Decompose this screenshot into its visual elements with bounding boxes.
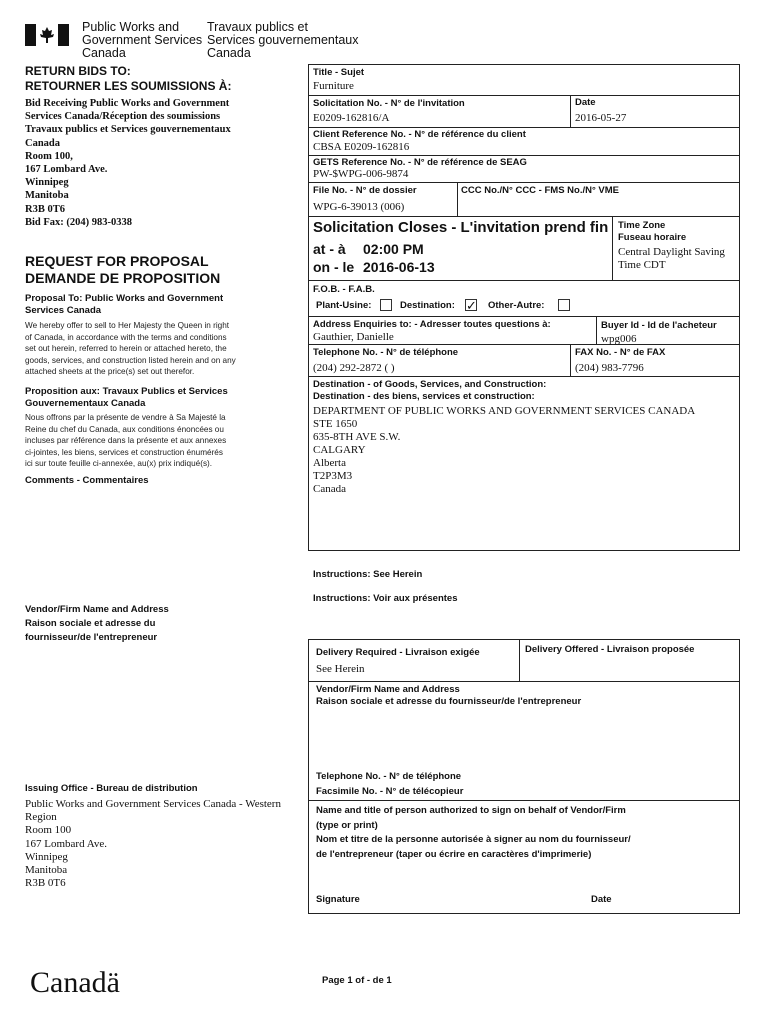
canada-wordmark: Canadä	[30, 966, 120, 999]
solicitation-no-value: E0209-162816/A	[313, 112, 390, 124]
closing-date: 2016-06-13	[363, 259, 435, 275]
destination-goods-label: Destination - of Goods, Services, and Construction: Destination - des biens, services et construction:	[313, 379, 547, 402]
plant-usine-label: Plant-Usine:	[316, 300, 372, 311]
other-autre-label: Other-Autre:	[488, 300, 545, 311]
page-number: Page 1 of - de 1	[322, 975, 392, 986]
address-enquiries-value: Gauthier, Danielle	[313, 331, 394, 343]
solicitation-closes-title: Solicitation Closes - L'invitation prend fin	[313, 219, 609, 236]
file-no-value: WPG-6-39013 (006)	[313, 201, 405, 213]
destination-label: Destination:	[400, 300, 455, 311]
instructions-fr: Instructions: Voir aux présentes	[313, 593, 458, 604]
date-value: 2016-05-27	[575, 112, 627, 124]
closing-on-label: on - le	[313, 259, 355, 275]
vendor-facsimile-label: Facsimile No. - N° de télécopieur	[316, 786, 464, 797]
signature-label: Signature	[316, 894, 360, 905]
other-autre-checkbox[interactable]	[558, 299, 570, 311]
instructions-en: Instructions: See Herein	[313, 569, 423, 580]
fax-value: (204) 983-7796	[575, 362, 644, 374]
delivery-required-value: See Herein	[316, 663, 365, 675]
issuing-office-address: Public Works and Government Services Canada - Western Region Room 100 167 Lombard Ave. Winnipeg Manitoba R3B 0T6	[25, 798, 281, 890]
time-zone-value: Central Daylight Saving Time CDT	[618, 246, 725, 271]
ccc-no-label: CCC No./N° CCC - FMS No./N° VME	[461, 185, 620, 196]
comments-label: Comments - Commentaires	[25, 475, 149, 486]
telephone-label: Telephone No. - N° de téléphone	[313, 347, 459, 358]
gov-name-en: Public Works and Government Services Canada	[82, 20, 203, 60]
gets-ref-value: PW-$WPG-006-9874	[313, 168, 409, 180]
title-value: Furniture	[313, 80, 354, 92]
destination-checkbox[interactable]	[465, 299, 477, 311]
return-bids-address: Bid Receiving Public Works and Government Services Canada/Réception des soumissions Travaux publics et Services gouvernementaux Canada Room 100, 167 Lombard Ave. Winnipeg Manitoba R3B 0T6 Bid Fax: (204) 983-0338	[25, 98, 231, 228]
closing-at-label: at - à	[313, 241, 346, 257]
closing-time: 02:00 PM	[363, 241, 424, 257]
signature-date-label: Date	[591, 894, 612, 905]
client-ref-value: CBSA E0209-162816	[313, 141, 410, 153]
gets-ref-label: GETS Reference No. - N° de référence de SEAG	[313, 157, 527, 168]
delivery-offered-label: Delivery Offered - Livraison proposée	[525, 644, 695, 655]
offer-text-en: We hereby offer to sell to Her Majesty the Queen in right of Canada, in accordance with the terms and conditions set out herein, referred to herein or attached hereto, the goods, services, and construction listed herein and on any attached sheets at the price(s) set out therefor.	[25, 321, 236, 377]
plant-usine-checkbox[interactable]	[380, 299, 392, 311]
title-label: Title - Sujet	[313, 67, 365, 78]
buyer-id-label: Buyer Id - Id de l'acheteur	[601, 320, 717, 331]
destination-goods-value: DEPARTMENT OF PUBLIC WORKS AND GOVERNMENT SERVICES CANADA STE 1650 635-8TH AVE S.W. CALGARY Alberta T2P3M3 Canada	[313, 405, 696, 495]
fax-label: FAX No. - N° de FAX	[575, 347, 666, 358]
rfp-title: REQUEST FOR PROPOSAL DEMANDE DE PROPOSITION	[25, 253, 221, 286]
file-no-label: File No. - N° de dossier	[313, 185, 417, 196]
issuing-office-label: Issuing Office - Bureau de distribution	[25, 783, 198, 794]
proposal-to: Proposal To: Public Works and Government Services Canada	[25, 293, 224, 316]
canada-flag-icon	[25, 24, 69, 46]
delivery-required-label: Delivery Required - Livraison exigée	[316, 647, 480, 658]
telephone-value: (204) 292-2872 ( )	[313, 362, 395, 374]
vendor-name-left: Vendor/Firm Name and Address Raison sociale et adresse du fournisseur/de l'entrepreneur	[25, 604, 169, 643]
offer-text-fr: Nous offrons par la présente de vendre à Sa Majesté la Reine du chef du Canada, aux conditions énoncées ou incluses par référence dans la présente et aux annexes ci-jointes, les biens, services et construction énumérés ici sur toute feuille ci-annexée, au(x) prix indiqué(s).	[25, 413, 227, 469]
gov-name-fr: Travaux publics et Services gouvernementaux Canada	[207, 20, 359, 60]
solicitation-no-label: Solicitation No. - N° de l'invitation	[313, 98, 465, 109]
client-ref-label: Client Reference No. - N° de référence du client	[313, 129, 526, 140]
return-bids-title: RETURN BIDS TO: RETOURNER LES SOUMISSIONS À:	[25, 64, 232, 93]
fob-label: F.O.B. - F.A.B.	[313, 284, 375, 295]
vendor-name-field[interactable]	[314, 712, 734, 768]
vendor-telephone-label: Telephone No. - N° de téléphone	[316, 771, 462, 782]
buyer-id-value: wpg006	[601, 333, 637, 345]
proposition-aux: Proposition aux: Travaux Publics et Services Gouvernementaux Canada	[25, 386, 228, 409]
check-icon: ✓	[466, 298, 477, 313]
address-enquiries-label: Address Enquiries to: - Adresser toutes questions à:	[313, 319, 551, 330]
time-zone-label: Time Zone Fuseau horaire	[618, 220, 687, 243]
date-label: Date	[575, 97, 596, 108]
vendor-name-label: Vendor/Firm Name and Address Raison sociale et adresse du fournisseur/de l'entrepreneur	[316, 684, 582, 707]
authorized-person-label: Name and title of person authorized to sign on behalf of Vendor/Firm (type or print) Nom et titre de la personne autorisée à signer au nom du fournisseur/ de l'entrepreneur (taper ou écrire en caractères d'imprimerie)	[316, 805, 631, 860]
